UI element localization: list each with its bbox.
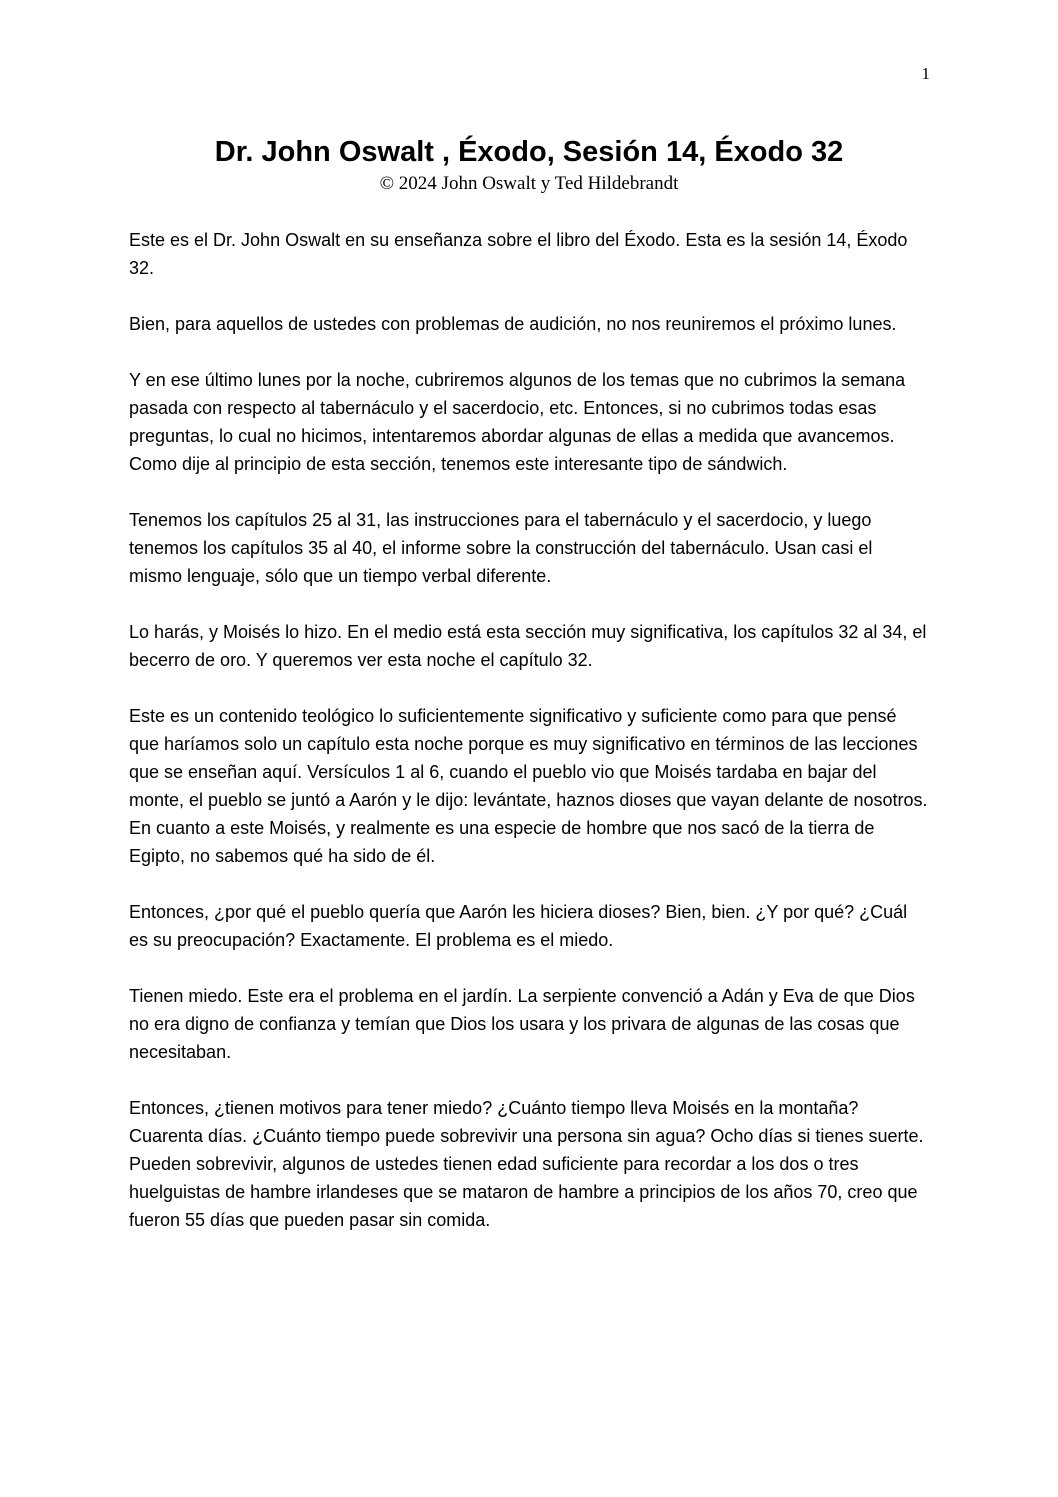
paragraph: Entonces, ¿por qué el pueblo quería que Aarón les hiciera dioses? Bien, bien. ¿Y por qué? ¿Cuál es su preocupación? Exactamente. El problema es el miedo. xyxy=(129,902,908,950)
copyright-line: © 2024 John Oswalt y Ted Hildebrandt xyxy=(379,173,679,194)
paragraph: Tenemos los capítulos 25 al 31, las instrucciones para el tabernáculo y el sacerdocio, y luego tenemos los capítulos 35 al 40, el informe sobre la construcción del tabernáculo. Usan casi el mismo lenguaje, sólo que un tiempo verbal diferente. xyxy=(129,510,873,586)
page-number: 1 xyxy=(921,64,930,83)
paragraph: Este es el Dr. John Oswalt en su enseñanza sobre el libro del Éxodo. Esta es la sesión 14, Éxodo 32. xyxy=(129,230,908,278)
document-body xyxy=(129,226,929,1262)
paragraph: Bien, para aquellos de ustedes con problemas de audición, no nos reuniremos el próximo lunes. xyxy=(129,314,897,334)
document-title: Dr. John Oswalt , Éxodo, Sesión 14, Éxodo 32 xyxy=(214,136,844,168)
paragraph: Lo harás, y Moisés lo hizo. En el medio está esta sección muy significativa, los capítulos 32 al 34, el becerro de oro. Y queremos ver esta noche el capítulo 32. xyxy=(129,622,927,670)
paragraph: Este es un contenido teológico lo suficientemente significativo y suficiente como para que pensé que haríamos solo un capítulo esta noche porque es muy significativo en términos de las lecciones que se enseñan aquí. Versículos 1 al 6, cuando el pueblo vio que Moisés tardaba en bajar del monte, el pueblo se juntó a Aarón y le dijo: levántate, haznos dioses que vayan delante de nosotros. En cuanto a este Moisés, y realmente es una especie de hombre que nos sacó de la tierra de Egipto, no sabemos qué ha sido de él. xyxy=(129,706,928,866)
paragraph: Y en ese último lunes por la noche, cubriremos algunos de los temas que no cubrimos la semana pasada con respecto al tabernáculo y el sacerdocio, etc. Entonces, si no cubrimos todas esas preguntas, lo cual no hicimos, intentaremos abordar algunas de ellas a medida que avancemos. Como dije al principio de esta sección, tenemos este interesante tipo de sándwich. xyxy=(129,370,906,474)
paragraph: Entonces, ¿tienen motivos para tener miedo? ¿Cuánto tiempo lleva Moisés en la montaña? Cuarenta días. ¿Cuánto tiempo puede sobrevivir una persona sin agua? Ocho días si tienes suerte. Pueden sobrevivir, algunos de ustedes tienen edad suficiente para recordar a los dos o tres huelguistas de hambre irlandeses que se mataron de hambre a principios de los años 70, creo que fueron 55 días que pueden pasar sin comida. xyxy=(129,1098,924,1230)
paragraph: Tienen miedo. Este era el problema en el jardín. La serpiente convenció a Adán y Eva de que Dios no era digno de confianza y temían que Dios los usara y los privara de algunas de las cosas que necesitaban. xyxy=(129,986,915,1062)
